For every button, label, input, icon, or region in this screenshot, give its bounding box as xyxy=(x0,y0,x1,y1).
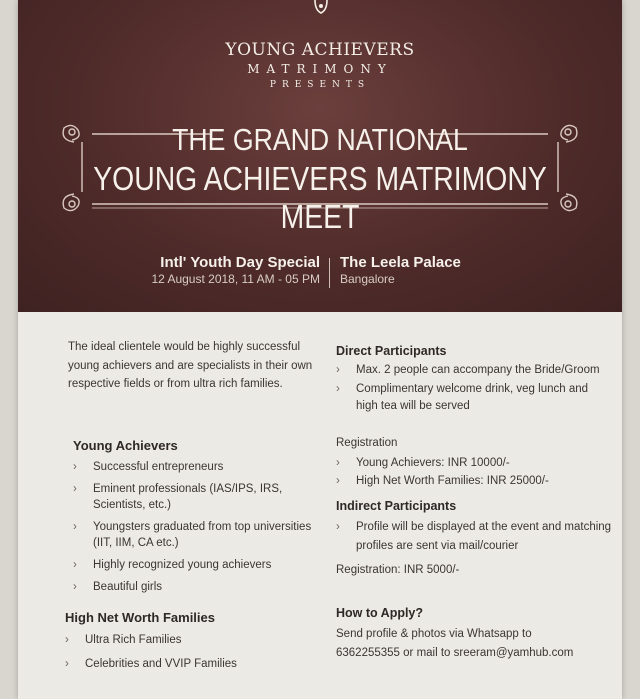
event-date-block xyxy=(151,254,320,286)
apply-instructions-line-1: Send profile & photos via Whatsapp to xyxy=(336,628,532,640)
list-item: › Beautiful girls xyxy=(73,581,163,593)
hnw-families-heading: High Net Worth Families xyxy=(65,610,215,625)
arrow-icon: › xyxy=(73,521,77,533)
event-datetime: 12 August 2018, 11 AM - 05 PM xyxy=(151,272,320,286)
how-to-apply-heading: How to Apply? xyxy=(336,606,424,620)
registration-list xyxy=(336,454,606,490)
arrow-icon: › xyxy=(65,634,69,646)
hnw-families-list xyxy=(65,632,325,672)
arrow-icon: › xyxy=(65,658,69,670)
arrow-icon: › xyxy=(73,581,77,593)
list-item: › Complimentary welcome drink, veg lunch and high tea will be served xyxy=(336,383,589,412)
arrow-icon: › xyxy=(73,559,77,571)
event-city: Bangalore xyxy=(340,272,395,286)
headline-line-1: THE GRAND NATIONAL xyxy=(172,122,468,157)
apply-instructions-line-2: 6362255355 or mail to sreeram@yamhub.com xyxy=(336,647,574,659)
list-item: › Max. 2 people can accompany the Bride/Groom xyxy=(336,362,606,379)
list-item: › Youngsters graduated from top universities (IIT, IIM, CA etc.) xyxy=(73,521,312,549)
list-item: › Successful entrepreneurs xyxy=(73,461,224,473)
logo-emblem-icon xyxy=(314,0,328,16)
list-item: › Highly recognized young achievers xyxy=(73,559,272,571)
direct-participants-list xyxy=(336,362,606,415)
intro-paragraph: The ideal clientele would be highly successful young achievers and are specialists in their own respective fields or from ultra rich families. xyxy=(68,341,313,390)
event-divider xyxy=(329,258,330,288)
direct-participants-heading: Direct Participants xyxy=(336,344,447,358)
brand-subtitle: MATRIMONY xyxy=(247,62,393,76)
presents-text: PRESENTS xyxy=(269,80,371,90)
event-venue: The Leela Palace xyxy=(340,254,461,271)
young-achievers-list xyxy=(73,459,323,595)
header-banner xyxy=(18,0,622,312)
indirect-participants-heading: Indirect Participants xyxy=(336,499,457,513)
arrow-icon: › xyxy=(73,483,77,495)
arrow-icon: › xyxy=(336,457,340,469)
list-item: › Profile will be displayed at the event and matching profiles are sent via mail/courier xyxy=(336,518,618,556)
indirect-registration-fee: Registration: INR 5000/- xyxy=(336,564,460,576)
list-item: › Celebrities and VVIP Families xyxy=(65,658,237,670)
list-item: › Ultra Rich Families xyxy=(65,634,182,646)
registration-heading: Registration xyxy=(336,437,398,449)
arrow-icon: › xyxy=(73,461,77,473)
indirect-participants-list xyxy=(336,518,618,556)
list-item: › High Net Worth Families: INR 25000/- xyxy=(336,472,606,490)
newspaper-page xyxy=(18,0,622,699)
arrow-icon: › xyxy=(336,475,340,487)
list-item: › Eminent professionals (IAS/IPS, IRS, Scientists, etc.) xyxy=(73,483,283,511)
young-achievers-heading: Young Achievers xyxy=(73,438,178,453)
event-venue-block xyxy=(340,254,461,286)
list-item: › Young Achievers: INR 10000/- xyxy=(336,454,606,472)
brand-name: YOUNG ACHIEVERS xyxy=(225,40,415,60)
arrow-icon: › xyxy=(336,521,340,533)
arrow-icon: › xyxy=(336,383,340,395)
headline-line-2: YOUNG ACHIEVERS MATRIMONY MEET xyxy=(93,160,547,235)
event-title: Intl' Youth Day Special xyxy=(160,254,320,271)
arrow-icon: › xyxy=(336,364,340,376)
